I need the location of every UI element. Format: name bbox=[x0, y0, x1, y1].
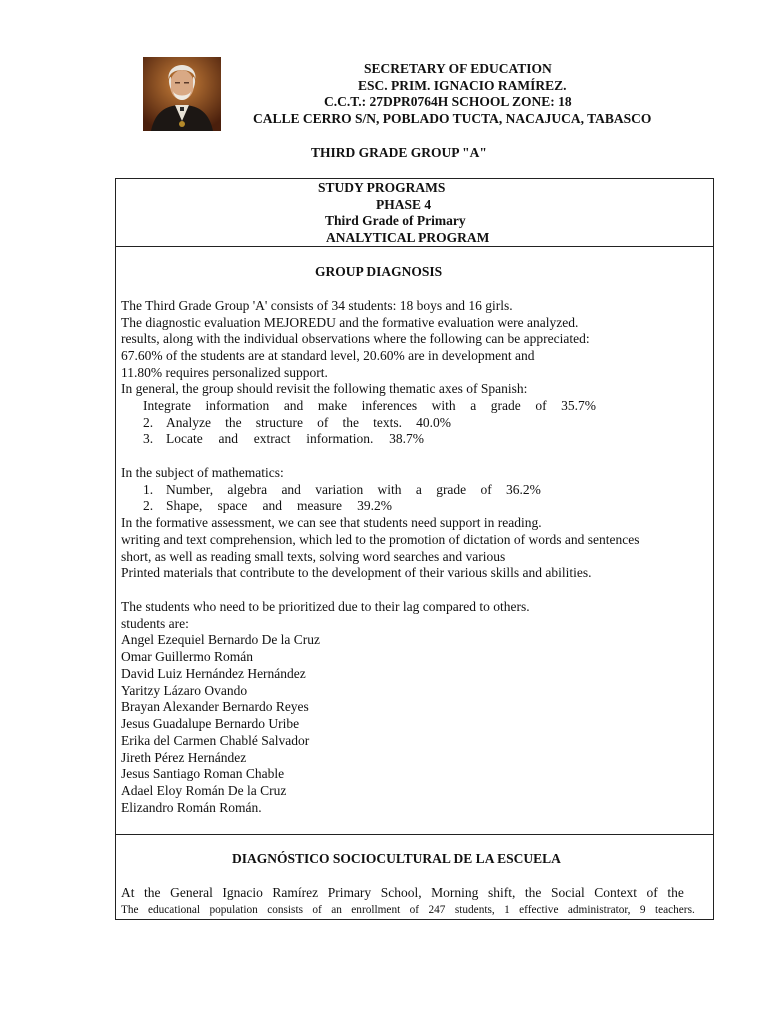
student-name: Erika del Carmen Chablé Salvador bbox=[121, 733, 310, 748]
assessment-paragraph-line: writing and text comprehension, which led to the promotion of dictation of words and sentences bbox=[121, 532, 640, 547]
diagnosis-paragraph-line: results, along with the individual observations where the following can be appreciated: bbox=[121, 331, 590, 346]
student-name: David Luiz Hernández Hernández bbox=[121, 666, 306, 681]
diagnosis-paragraph-line: In general, the group should revisit the following thematic axes of Spanish: bbox=[121, 381, 528, 396]
student-name: Adael Eloy Román De la Cruz bbox=[121, 783, 287, 798]
founder-portrait bbox=[143, 57, 221, 131]
portrait-image bbox=[143, 57, 221, 131]
assessment-paragraph-line: In the formative assessment, we can see that students need support in reading. bbox=[121, 515, 542, 530]
header-secretary: SECRETARY OF EDUCATION bbox=[364, 61, 552, 76]
diagnosis-paragraph-line: The diagnostic evaluation MEJOREDU and the formative evaluation were analyzed. bbox=[121, 315, 579, 330]
header-cct: C.C.T.: 27DPR0764H SCHOOL ZONE: 18 bbox=[324, 94, 572, 109]
sociocultural-line-2: The educational population consists of an enrollment of 247 students, 1 effective administrator, 9 teachers. bbox=[121, 904, 695, 916]
student-name: Elizandro Román Román. bbox=[121, 800, 262, 815]
sociocultural-line-1: At the General Ignacio Ramírez Primary School, Morning shift, the Social Context of the bbox=[121, 885, 684, 900]
study-programs-title: STUDY PROGRAMS bbox=[318, 180, 446, 195]
student-name: Jireth Pérez Hernández bbox=[121, 750, 247, 765]
diagnosis-paragraph-line: 11.80% requires personalized support. bbox=[121, 365, 328, 380]
spanish-item-3: Locate and extract information. 38.7% bbox=[166, 431, 424, 446]
diagnosis-paragraph-line: The Third Grade Group 'A' consists of 34 students: 18 boys and 16 girls. bbox=[121, 298, 513, 313]
priority-intro-line: The students who need to be prioritized due to their lag compared to others. bbox=[121, 599, 530, 614]
student-name: Brayan Alexander Bernardo Reyes bbox=[121, 699, 309, 714]
math-item-1-number: 1. bbox=[143, 482, 154, 497]
student-name: Yaritzy Lázaro Ovando bbox=[121, 683, 248, 698]
math-item-1: Number, algebra and variation with a grade of 36.2% bbox=[166, 482, 541, 497]
spanish-item-1: Integrate information and make inferences with a grade of 35.7% bbox=[143, 398, 596, 413]
sociocultural-title: DIAGNÓSTICO SOCIOCULTURAL DE LA ESCUELA bbox=[232, 851, 561, 866]
group-diagnosis-title: GROUP DIAGNOSIS bbox=[315, 264, 443, 279]
diagnosis-paragraph-line: 67.60% of the students are at standard level, 20.60% are in development and bbox=[121, 348, 535, 363]
assessment-paragraph-line: Printed materials that contribute to the development of their various skills and abilities. bbox=[121, 565, 592, 580]
grade-label: Third Grade of Primary bbox=[325, 213, 466, 228]
student-name: Omar Guillermo Román bbox=[121, 649, 253, 664]
header-school-name: ESC. PRIM. IGNACIO RAMÍREZ. bbox=[358, 78, 567, 93]
math-item-2-number: 2. bbox=[143, 498, 154, 513]
spanish-item-3-number: 3. bbox=[143, 431, 154, 446]
group-title: THIRD GRADE GROUP "A" bbox=[311, 145, 487, 160]
student-name: Jesus Guadalupe Bernardo Uribe bbox=[121, 716, 300, 731]
student-name: Jesus Santiago Roman Chable bbox=[121, 766, 285, 781]
analytical-program-label: ANALYTICAL PROGRAM bbox=[326, 230, 490, 245]
spanish-item-2: Analyze the structure of the texts. 40.0% bbox=[166, 415, 451, 430]
student-name: Angel Ezequiel Bernardo De la Cruz bbox=[121, 632, 321, 647]
priority-intro-line: students are: bbox=[121, 616, 189, 631]
spanish-item-2-number: 2. bbox=[143, 415, 154, 430]
math-intro: In the subject of mathematics: bbox=[121, 465, 284, 480]
phase-label: PHASE 4 bbox=[376, 197, 432, 212]
study-programs-box bbox=[115, 178, 714, 247]
math-item-2: Shape, space and measure 39.2% bbox=[166, 498, 392, 513]
assessment-paragraph-line: short, as well as reading small texts, solving word searches and various bbox=[121, 549, 506, 564]
header-address: CALLE CERRO S/N, POBLADO TUCTA, NACAJUCA, TABASCO bbox=[253, 111, 652, 126]
